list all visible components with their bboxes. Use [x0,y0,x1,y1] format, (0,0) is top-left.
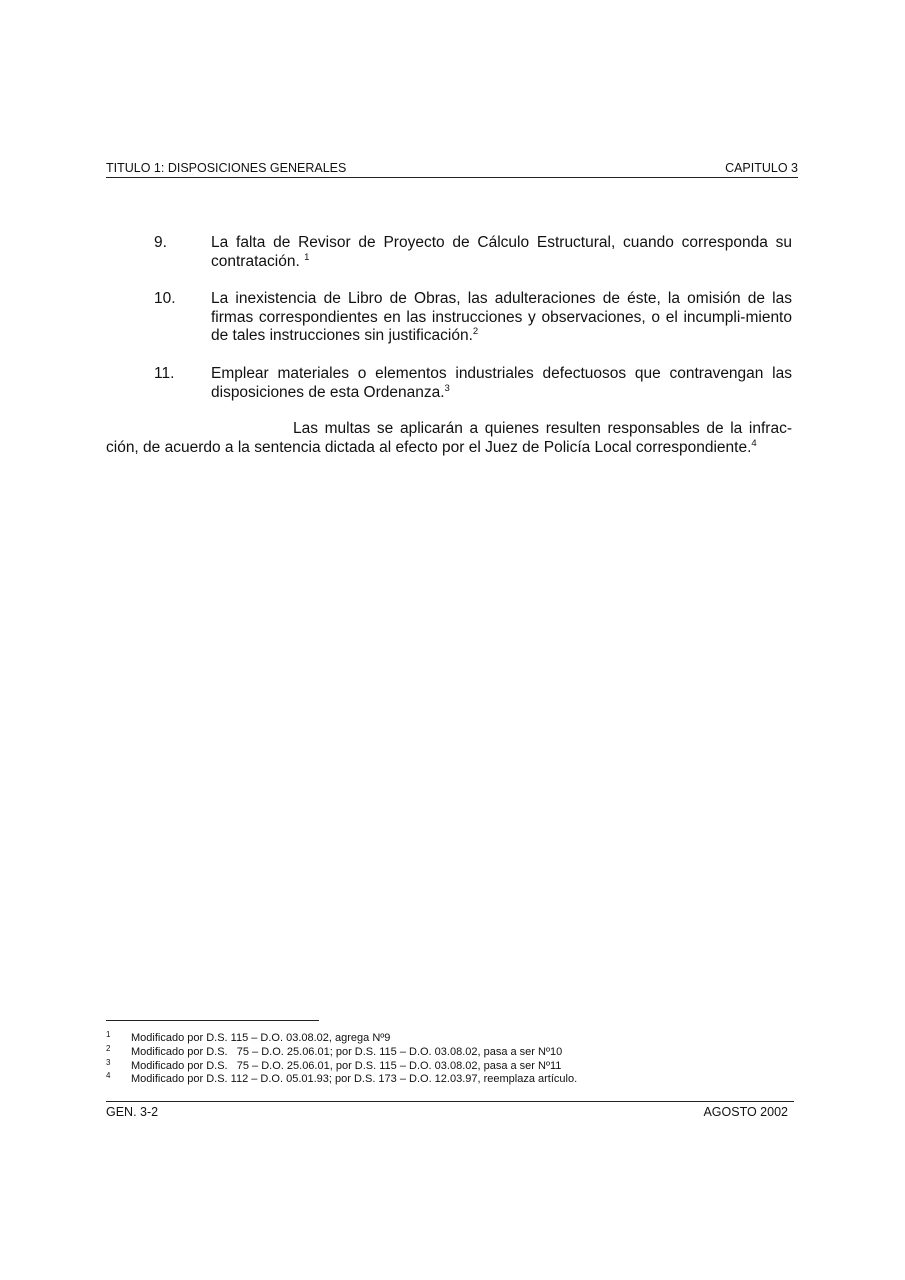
item-number: 11. [154,365,175,382]
footnote-text: Modificado por D.S. 112 – D.O. 05.01.93; por D.S. 173 – D.O. 12.03.97, reemplaza artículo. [131,1073,578,1085]
footnote-ref: 3 [444,382,450,394]
footnote-mark: 3 [106,1058,111,1067]
page-footer [106,1101,794,1122]
footnote-mark: 2 [106,1044,111,1053]
footnote-mark: 1 [106,1030,111,1039]
list-item [154,365,792,402]
header-chapter: CAPITULO 3 [725,161,798,175]
item-text: Emplear materiales o elementos industriales defectuosos que contravengan las disposiciones de esta Ordenanza.$^3$ [211,365,792,401]
header-title: TITULO 1: DISPOSICIONES GENERALES [106,161,347,175]
footnote-mark: 4 [106,1071,111,1080]
body-paragraph: Las multas se aplicarán a quienes resulten responsables de la infrac-ción, de acuerdo a la sentencia dictada al efecto por el Juez de Policía Local correspondiente.$^4$ [106,420,792,456]
footnote-text: Modificado por D.S. 115 – D.O. 03.08.02, agrega Nº9 [131,1032,391,1044]
item-number: 9. [154,234,167,251]
footnote-ref: 2 [472,326,479,337]
footer-date: AGOSTO 2002 [703,1105,788,1119]
list-item [154,234,792,271]
item-text: La inexistencia de Libro de Obras, las adulteraciones de éste, la omisión de las firmas correspondientes en las instrucciones y observaciones, o el incumpli-miento de tales instrucciones sin justificación.$^2$ [211,290,792,344]
item-text: La falta de Revisor de Proyecto de Cálculo Estructural, cuando corresponda su contratación. $^1$ [211,234,792,270]
footnote-divider [106,1020,319,1021]
footnote-text: Modificado por D.S. 75 – D.O. 25.06.01; por D.S. 115 – D.O. 03.08.02, pasa a ser Nº10 [131,1046,563,1058]
list-item [154,290,792,346]
footnote-text: Modificado por D.S. 75 – D.O. 25.06.01, por D.S. 115 – D.O. 03.08.02, pasa a ser Nº11 [131,1060,562,1072]
footnote-ref: 1 [304,251,310,263]
page-number: GEN. 3-2 [106,1105,159,1119]
page-header [106,160,798,178]
footnote-ref: 4 [751,437,757,449]
item-number: 10. [154,290,176,307]
